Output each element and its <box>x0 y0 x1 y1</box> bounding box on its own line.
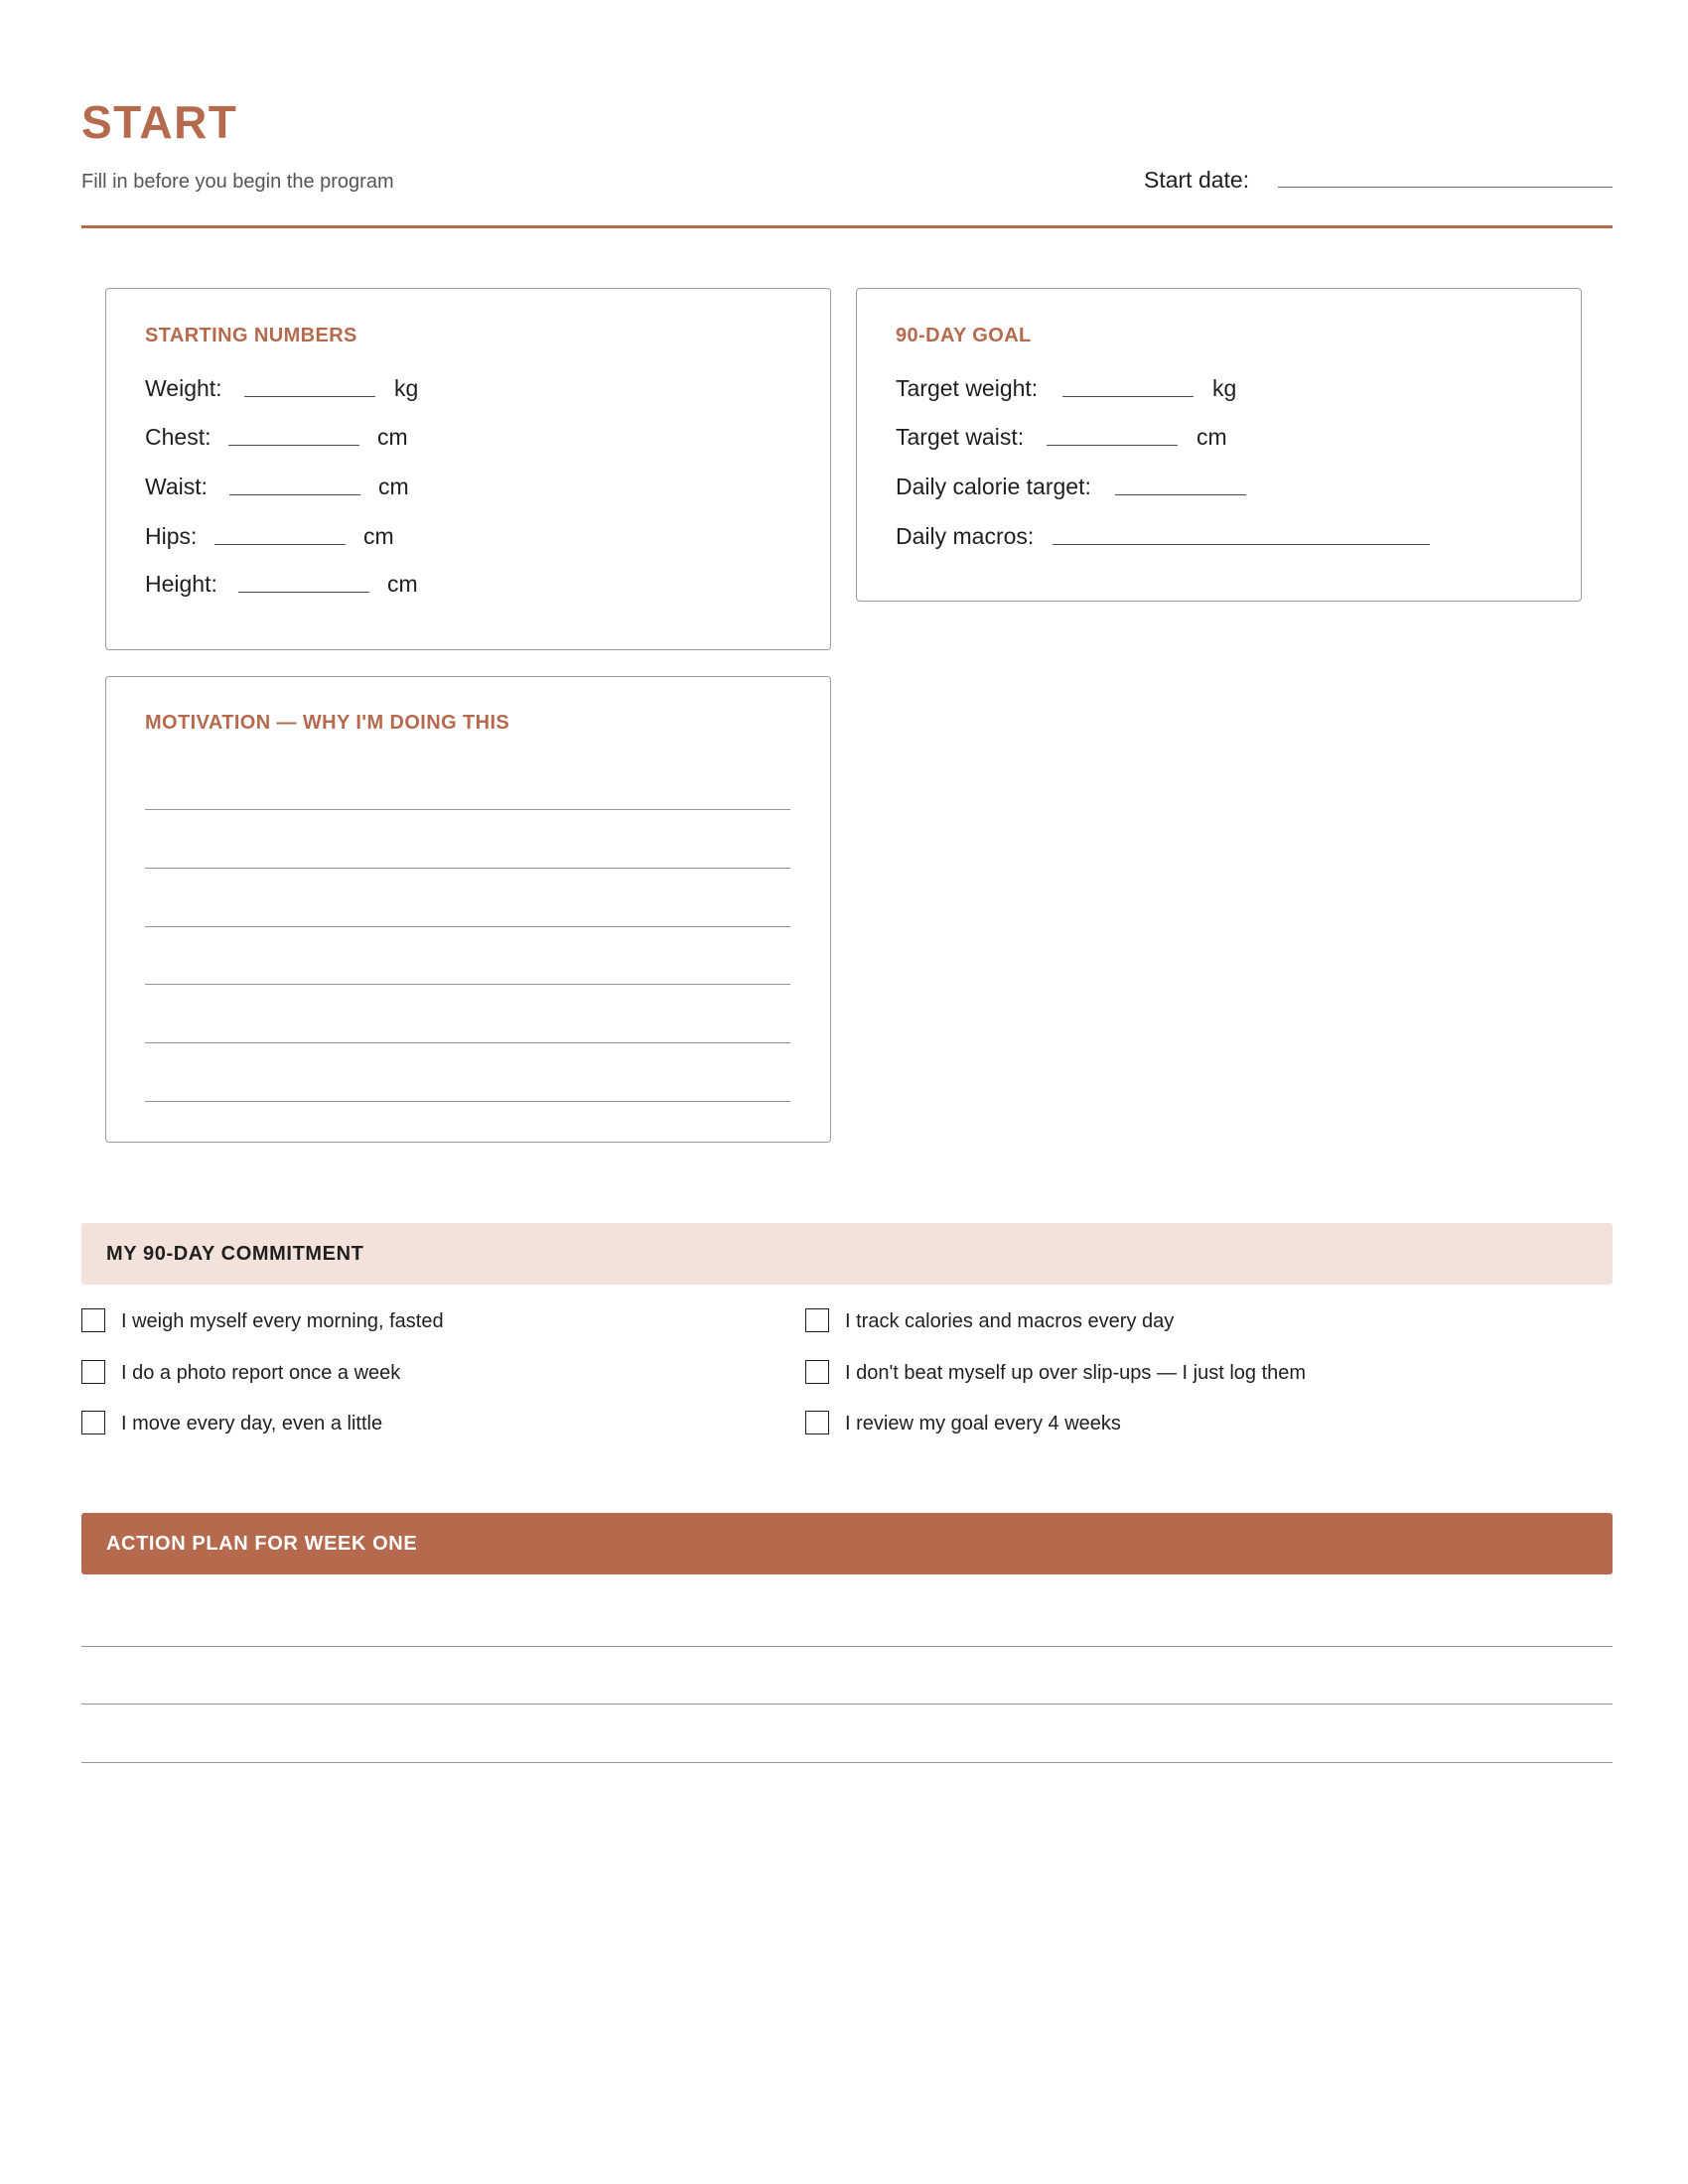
motivation-card <box>105 676 831 1143</box>
calorie-target-label: Daily calorie target: <box>896 474 1091 499</box>
commitment-item: I don't beat myself up over slip-ups — I just log them <box>845 1362 1307 1384</box>
commitment-heading: MY 90-DAY COMMITMENT <box>106 1243 364 1265</box>
motivation-line[interactable] <box>145 868 790 869</box>
motivation-line[interactable] <box>145 809 790 810</box>
commitment-checkbox[interactable] <box>81 1308 105 1332</box>
motivation-line[interactable] <box>145 926 790 927</box>
action-plan-line[interactable] <box>81 1704 1613 1705</box>
waist-unit: cm <box>378 474 409 499</box>
motivation-line[interactable] <box>145 984 790 985</box>
action-plan-heading: ACTION PLAN FOR WEEK ONE <box>106 1533 418 1555</box>
action-plan-line[interactable] <box>81 1646 1613 1647</box>
action-plan-band <box>81 1513 1613 1574</box>
weight-label: Weight: <box>145 375 222 401</box>
commitment-checkbox[interactable] <box>81 1411 105 1434</box>
motivation-line[interactable] <box>145 1101 790 1102</box>
starting-numbers-heading: STARTING NUMBERS <box>145 325 357 346</box>
chest-unit: cm <box>377 424 408 450</box>
commitment-item: I weigh myself every morning, fasted <box>121 1310 444 1332</box>
chest-label: Chest: <box>145 424 211 450</box>
waist-label: Waist: <box>145 474 209 499</box>
target-waist-label: Target waist: <box>896 424 1025 450</box>
motivation-heading: MOTIVATION — WHY I'M DOING THIS <box>145 712 510 734</box>
height-label: Height: <box>145 571 217 597</box>
commitment-checkbox[interactable] <box>805 1308 829 1332</box>
commitment-item: I track calories and macros every day <box>845 1310 1175 1332</box>
weight-field[interactable] <box>244 396 375 397</box>
action-plan-line[interactable] <box>81 1762 1613 1763</box>
commitment-item: I review my goal every 4 weeks <box>845 1413 1121 1434</box>
start-date-field[interactable] <box>1278 187 1613 188</box>
macros-field[interactable] <box>1053 544 1430 545</box>
commitment-band <box>81 1223 1613 1285</box>
target-weight-unit: kg <box>1212 375 1237 401</box>
page-title: START <box>81 96 238 148</box>
target-weight-field[interactable] <box>1062 396 1194 397</box>
goal-heading: 90-DAY GOAL <box>896 325 1032 346</box>
chest-field[interactable] <box>228 445 359 446</box>
height-unit: cm <box>387 571 418 597</box>
macros-label: Daily macros: <box>896 523 1035 549</box>
motivation-line[interactable] <box>145 1042 790 1043</box>
page-subtitle: Fill in before you begin the program <box>81 171 394 193</box>
commitment-item: I do a photo report once a week <box>121 1362 401 1384</box>
hips-field[interactable] <box>214 544 346 545</box>
commitment-item: I move every day, even a little <box>121 1413 383 1434</box>
header-divider <box>81 225 1613 228</box>
target-waist-unit: cm <box>1196 424 1227 450</box>
height-field[interactable] <box>238 592 369 593</box>
commitment-checkbox[interactable] <box>81 1360 105 1384</box>
waist-field[interactable] <box>229 494 360 495</box>
commitment-checkbox[interactable] <box>805 1411 829 1434</box>
target-waist-field[interactable] <box>1047 445 1178 446</box>
commitment-checkbox[interactable] <box>805 1360 829 1384</box>
hips-label: Hips: <box>145 523 198 549</box>
target-weight-label: Target weight: <box>896 375 1039 401</box>
weight-unit: kg <box>394 375 419 401</box>
hips-unit: cm <box>363 523 394 549</box>
start-date-label: Start date: <box>1144 167 1250 193</box>
calorie-target-field[interactable] <box>1115 494 1246 495</box>
